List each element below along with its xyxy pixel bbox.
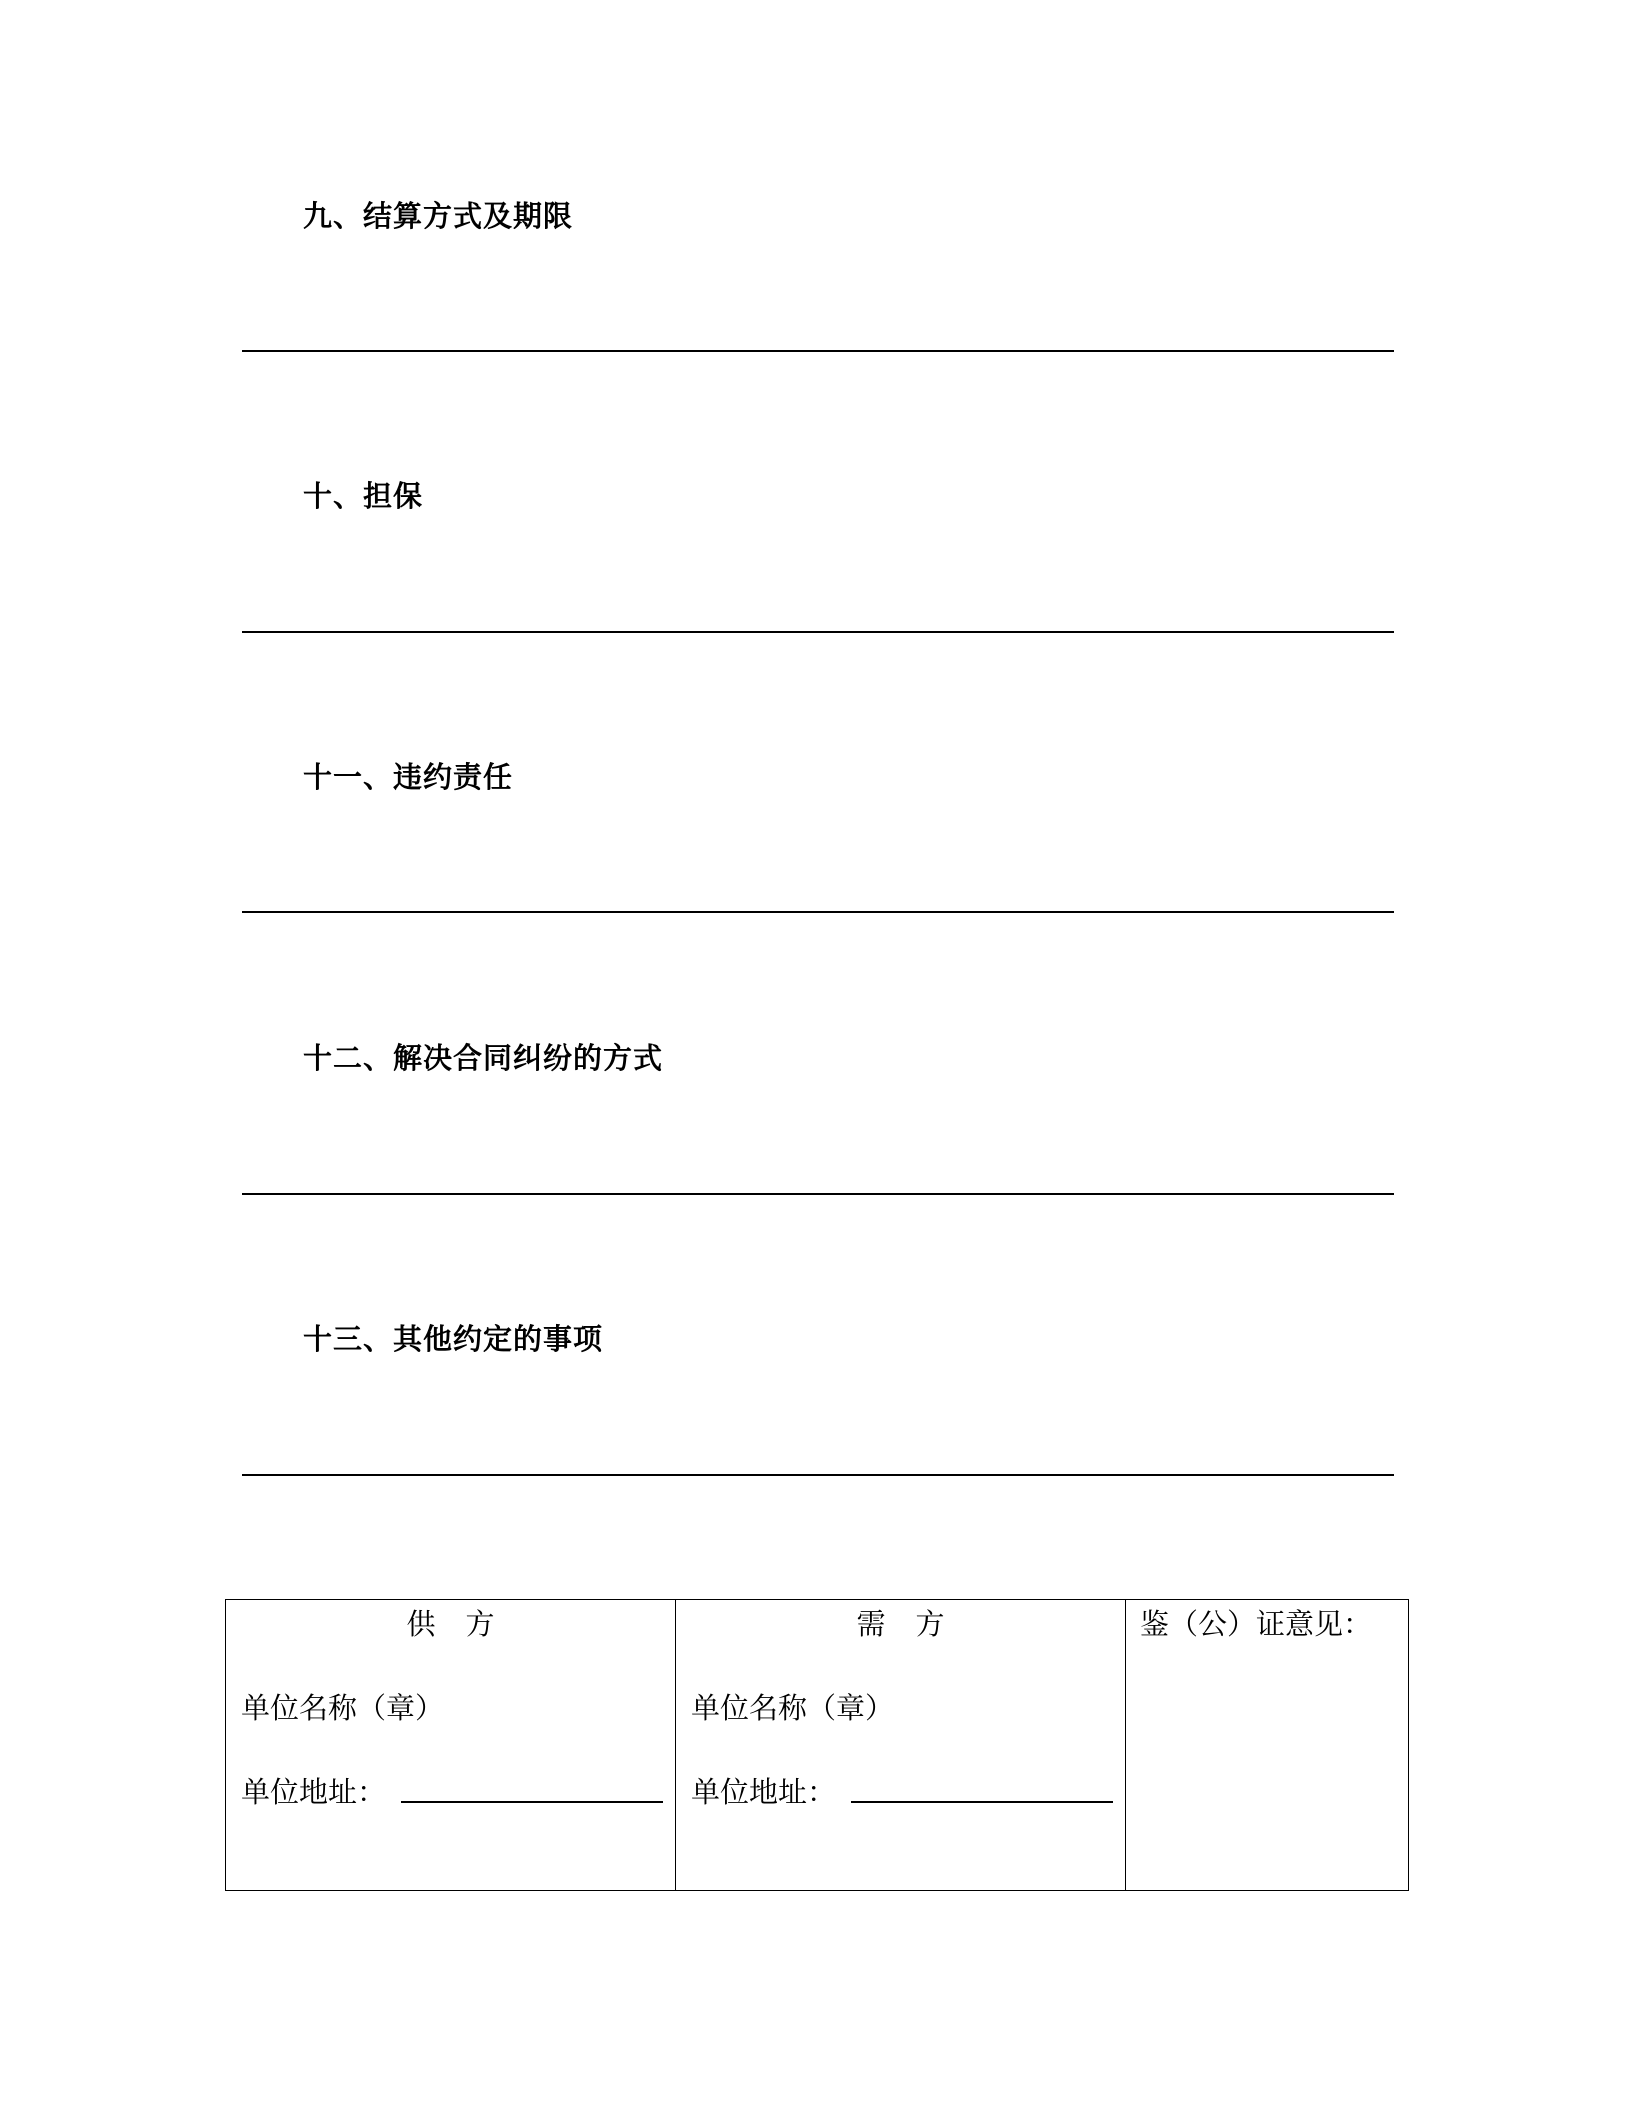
signature-table xyxy=(225,1599,1409,1891)
buyer-title: 需方 xyxy=(856,1607,975,1641)
buyer-address-label: 单位地址： xyxy=(691,1775,837,1809)
supplier-address-label: 单位地址： xyxy=(241,1775,387,1809)
section-heading-settlement: 九、结算方式及期限 xyxy=(303,199,574,233)
supplier-name-label: 单位名称（章） xyxy=(241,1691,445,1725)
buyer-address-field[interactable] xyxy=(851,1801,1113,1803)
fill-line-settlement[interactable] xyxy=(242,350,1394,352)
supplier-cell xyxy=(226,1600,676,1891)
fill-line-guarantee[interactable] xyxy=(242,631,1394,633)
supplier-title: 供方 xyxy=(406,1607,525,1641)
buyer-cell xyxy=(676,1600,1126,1891)
section-heading-breach-liability: 十一、违约责任 xyxy=(303,760,514,794)
supplier-address-field[interactable] xyxy=(401,1801,663,1803)
buyer-name-label: 单位名称（章） xyxy=(691,1691,895,1725)
section-heading-other-matters: 十三、其他约定的事项 xyxy=(303,1322,604,1356)
section-heading-dispute-resolution: 十二、解决合同纠纷的方式 xyxy=(303,1041,664,1075)
notary-opinion-label: 鉴（公）证意见： xyxy=(1140,1607,1373,1641)
fill-line-other-matters[interactable] xyxy=(242,1474,1394,1476)
notary-opinion-cell xyxy=(1126,1600,1409,1891)
fill-line-dispute-resolution[interactable] xyxy=(242,1193,1394,1195)
fill-line-breach-liability[interactable] xyxy=(242,911,1394,913)
section-heading-guarantee: 十、担保 xyxy=(303,479,424,513)
